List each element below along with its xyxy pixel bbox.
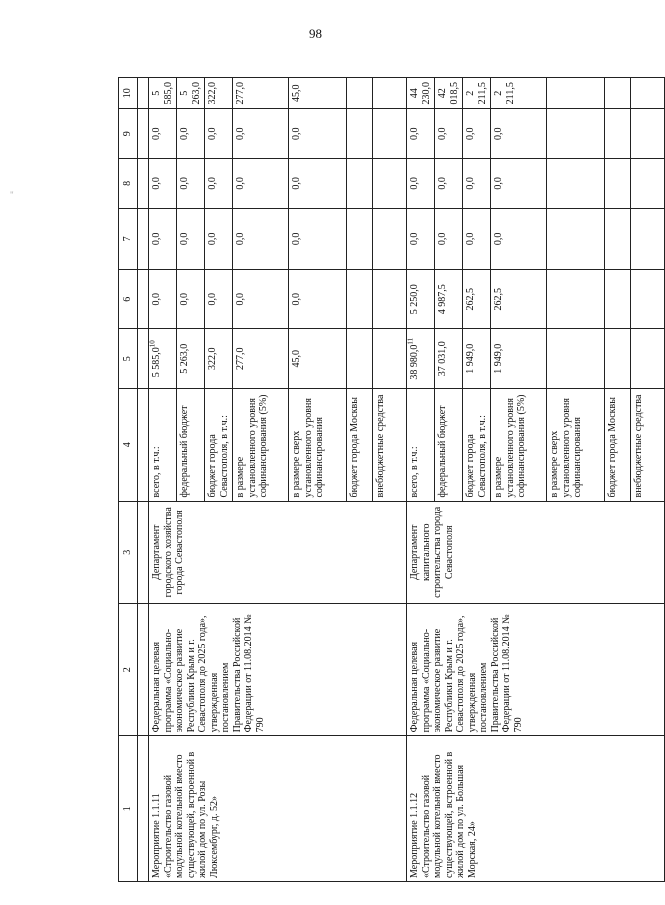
column-number: 9	[119, 109, 138, 159]
amount-value: 5 263,0	[179, 343, 190, 374]
amount-cell	[347, 208, 373, 269]
amount-value: 0,0	[207, 127, 218, 141]
amount-cell	[547, 109, 605, 159]
amount-value: 0,0	[291, 177, 302, 190]
amount-value: 0,0	[207, 292, 218, 306]
amount-value: 0,0	[235, 127, 246, 141]
amount-cell	[205, 159, 233, 209]
amount-cell	[631, 208, 665, 269]
amount-cell	[463, 109, 491, 159]
amount-cell	[205, 109, 233, 159]
amount-cell	[407, 329, 435, 389]
funding-source-label: федеральный бюджет	[177, 389, 205, 501]
amount-cell	[435, 159, 463, 209]
amount-value: 0,0	[179, 232, 190, 246]
amount-cell	[463, 329, 491, 389]
amount-value: 322,0	[207, 347, 218, 371]
amount-cell	[547, 329, 605, 389]
funding-source-label: бюджет города Москвы	[347, 389, 373, 501]
amount-cell	[463, 269, 491, 329]
funding-source-label: внебюджетные средства	[631, 389, 665, 501]
amount-cell	[205, 269, 233, 329]
amount-cell	[547, 159, 605, 209]
funding-source-label: бюджет города Москвы	[605, 389, 631, 501]
amount-value: 4 987,5	[437, 284, 448, 315]
amount-cell	[233, 269, 289, 329]
page-number: 98	[309, 26, 322, 41]
amount-cell	[605, 269, 631, 329]
amount-cell	[547, 208, 605, 269]
amount-cell	[605, 78, 631, 109]
amount-cell	[631, 329, 665, 389]
amount-cell	[407, 269, 435, 329]
amount-cell	[233, 329, 289, 389]
subheader-row	[138, 78, 149, 882]
amount-value: 0,0	[235, 232, 246, 246]
amount-cell	[605, 208, 631, 269]
amount-value: 0,0	[493, 127, 504, 141]
program-cell: Федеральная целевая программа «Социально-экономическое развитие Республики Крым и г. Севастополя до 2025 года», утвержденная постановлением Правительства Российской Федерации от 11.08.2014 № 790	[149, 604, 407, 736]
amount-cell	[233, 109, 289, 159]
amount-cell	[631, 109, 665, 159]
funding-source-label: в размере установленного уровня софинансирования (5%)	[233, 389, 289, 501]
amount-value: 45,0	[291, 84, 302, 102]
amount-cell	[407, 159, 435, 209]
executor-cell: Департамент капитального строительства города Севастополя	[407, 501, 665, 604]
funding-source-label: внебюджетные средства	[373, 389, 407, 501]
page-mark: "	[10, 190, 14, 200]
amount-value: 37 031,0	[437, 341, 448, 377]
amount-cell	[491, 269, 547, 329]
amount-value: 0,0	[409, 232, 420, 246]
footnote-marker: 11	[406, 337, 415, 345]
amount-cell	[373, 269, 407, 329]
amount-value: 277,0	[235, 82, 246, 105]
amount-value: 262,5	[493, 287, 504, 311]
amount-cell	[435, 208, 463, 269]
column-number: 7	[119, 208, 138, 269]
amount-cell	[205, 78, 233, 109]
amount-value: 5 585,0	[151, 347, 162, 378]
column-number: 8	[119, 159, 138, 209]
amount-cell	[347, 159, 373, 209]
column-number: 5	[119, 329, 138, 389]
amount-cell	[289, 78, 347, 109]
amount-cell	[435, 78, 463, 109]
amount-value: 0,0	[179, 177, 190, 190]
amount-value: 0,0	[409, 177, 420, 190]
program-cell: Федеральная целевая программа «Социально-экономическое развитие Республики Крым и г. Севастополя до 2025 года», утвержденная постановлением Правительства Российской Федерации от 11.08.2014 № 790	[407, 604, 665, 736]
amount-cell	[605, 329, 631, 389]
amount-value: 0,0	[235, 292, 246, 306]
funding-source-label: в размере сверх установленного уровня софинансирования	[547, 389, 605, 501]
amount-cell	[347, 78, 373, 109]
amount-cell	[289, 269, 347, 329]
amount-cell	[373, 159, 407, 209]
amount-value: 0,0	[291, 127, 302, 141]
funding-source-label: в размере сверх установленного уровня софинансирования	[289, 389, 347, 501]
amount-cell	[491, 208, 547, 269]
executor-cell: Департамент городского хозяйства города Севастополя	[149, 501, 407, 604]
column-number: 10	[119, 78, 138, 109]
amount-cell	[631, 269, 665, 329]
column-number: 6	[119, 269, 138, 329]
amount-value: 0,0	[493, 232, 504, 246]
amount-cell	[149, 109, 177, 159]
amount-cell	[289, 109, 347, 159]
amount-cell	[491, 159, 547, 209]
amount-value: 5 585,0	[151, 82, 174, 105]
amount-value: 0,0	[291, 292, 302, 306]
amount-cell	[631, 78, 665, 109]
column-number: 4	[119, 389, 138, 501]
amount-cell	[233, 159, 289, 209]
amount-value: 1 949,0	[465, 343, 476, 374]
amount-cell	[463, 78, 491, 109]
amount-cell	[177, 78, 205, 109]
amount-cell	[435, 329, 463, 389]
amount-cell	[177, 109, 205, 159]
amount-value: 0,0	[465, 232, 476, 246]
amount-value: 0,0	[151, 177, 162, 190]
amount-value: 0,0	[151, 292, 162, 306]
amount-value: 0,0	[291, 232, 302, 246]
column-number: 2	[119, 604, 138, 736]
amount-cell	[373, 109, 407, 159]
amount-value: 0,0	[207, 232, 218, 246]
funding-source-label: бюджет города Севастополя, в т.ч.:	[463, 389, 491, 501]
amount-value: 45,0	[291, 350, 302, 368]
amount-cell	[347, 329, 373, 389]
column-number: 3	[119, 501, 138, 604]
amount-cell	[491, 109, 547, 159]
amount-cell	[491, 78, 547, 109]
amount-value: 322,0	[207, 82, 218, 105]
amount-cell	[233, 208, 289, 269]
amount-value: 0,0	[437, 177, 448, 190]
amount-cell	[605, 159, 631, 209]
amount-value: 2 211,5	[493, 82, 516, 105]
footnote-marker: 10	[148, 340, 157, 348]
amount-cell	[233, 78, 289, 109]
amount-value: 0,0	[465, 177, 476, 190]
amount-value: 0,0	[179, 292, 190, 306]
funding-row	[407, 78, 435, 882]
measure-cell: Мероприятие 1.1.11 «Строительство газовой модульной котельной вместо существующей, встроенной в жилой дом по ул. Розы Люксембург, д. 52»	[149, 736, 407, 882]
measure-cell: Мероприятие 1.1.12 «Строительство газовой модульной котельной вместо существующей, встроенной в жилой дом по ул. Большая Морская, 24»	[407, 736, 665, 882]
amount-cell	[289, 208, 347, 269]
amount-cell	[407, 78, 435, 109]
amount-cell	[463, 208, 491, 269]
amount-cell	[435, 269, 463, 329]
amount-cell	[547, 269, 605, 329]
funding-source-label: всего, в т.ч.:	[407, 389, 435, 501]
amount-value: 0,0	[409, 127, 420, 141]
financing-table	[118, 77, 665, 882]
amount-value: 0,0	[235, 177, 246, 190]
amount-value: 5 250,0	[409, 284, 420, 315]
amount-cell	[177, 208, 205, 269]
amount-cell	[407, 208, 435, 269]
amount-cell	[149, 78, 177, 109]
amount-cell	[407, 109, 435, 159]
amount-value: 0,0	[437, 232, 448, 246]
amount-value: 0,0	[465, 127, 476, 141]
amount-cell	[177, 269, 205, 329]
column-number-row	[119, 78, 138, 882]
funding-source-label: в размере установленного уровня софинансирования (5%)	[491, 389, 547, 501]
amount-value: 5 263,0	[179, 82, 202, 105]
funding-source-label: федеральный бюджет	[435, 389, 463, 501]
funding-source-label: всего, в т.ч.:	[149, 389, 177, 501]
amount-cell	[149, 159, 177, 209]
amount-cell	[373, 208, 407, 269]
amount-cell	[491, 329, 547, 389]
amount-value: 0,0	[151, 232, 162, 246]
amount-value: 277,0	[235, 347, 246, 371]
amount-cell	[205, 208, 233, 269]
amount-cell	[149, 329, 177, 389]
amount-value: 38 980,0	[409, 344, 420, 380]
amount-value: 44 230,0	[409, 82, 432, 105]
amount-cell	[205, 329, 233, 389]
amount-cell	[177, 159, 205, 209]
rotated-table-container	[118, 77, 644, 882]
amount-value: 2 211,5	[465, 82, 488, 105]
amount-cell	[347, 109, 373, 159]
amount-cell	[177, 329, 205, 389]
amount-cell	[631, 159, 665, 209]
amount-cell	[547, 78, 605, 109]
amount-value: 0,0	[151, 127, 162, 141]
amount-cell	[373, 78, 407, 109]
amount-cell	[149, 208, 177, 269]
funding-row	[149, 78, 177, 882]
amount-cell	[289, 159, 347, 209]
amount-cell	[463, 159, 491, 209]
amount-cell	[289, 329, 347, 389]
amount-value: 0,0	[493, 177, 504, 190]
amount-value: 0,0	[207, 177, 218, 190]
funding-source-label: бюджет города Севастополя, в т.ч.:	[205, 389, 233, 501]
amount-value: 0,0	[437, 127, 448, 141]
amount-value: 262,5	[465, 287, 476, 311]
amount-cell	[149, 269, 177, 329]
amount-cell	[605, 109, 631, 159]
amount-value: 0,0	[179, 127, 190, 141]
amount-value: 42 018,5	[437, 82, 460, 105]
amount-cell	[347, 269, 373, 329]
amount-value: 1 949,0	[493, 343, 504, 374]
column-number: 1	[119, 736, 138, 882]
amount-cell	[373, 329, 407, 389]
amount-cell	[435, 109, 463, 159]
